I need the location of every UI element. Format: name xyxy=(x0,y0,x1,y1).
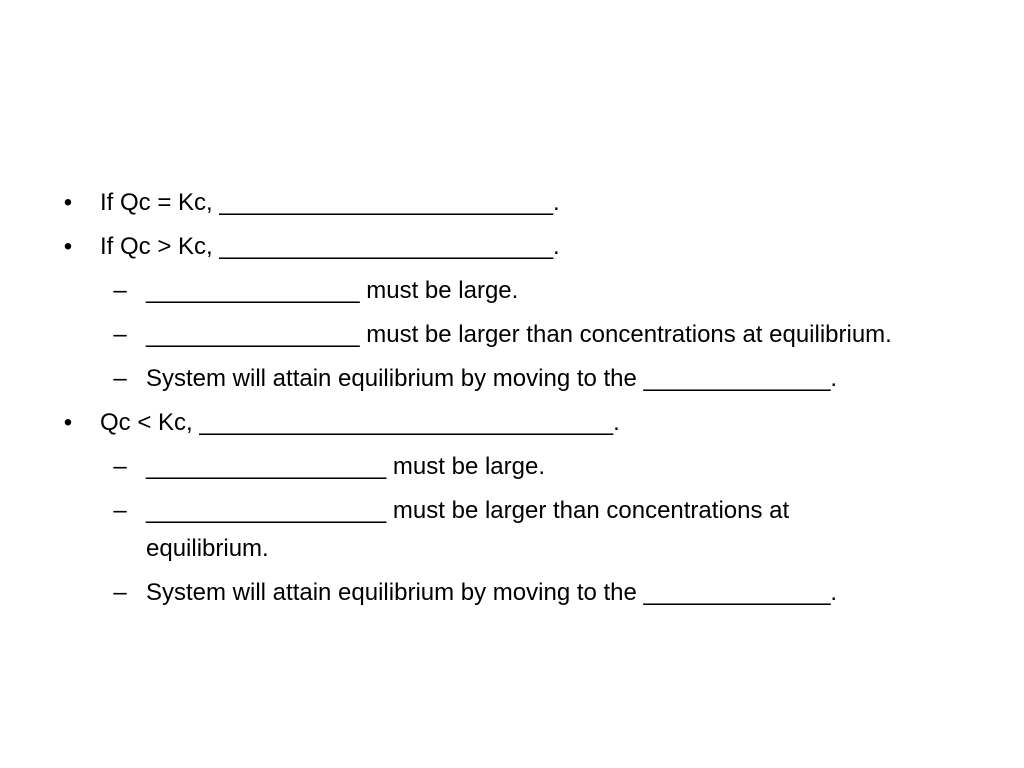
sub-bullet-item xyxy=(58,448,988,486)
dash-marker: – xyxy=(113,453,127,480)
bullet-marker: • xyxy=(63,189,73,216)
sub-bullet-text: System will attain equilibrium by moving to the ______________. xyxy=(146,579,838,606)
sub-bullet-text: ________________ must be larger than concentrations at equilibrium. xyxy=(146,321,892,348)
sub-bullet-item xyxy=(58,492,906,568)
sub-bullet-item xyxy=(58,272,988,310)
sub-bullet-item xyxy=(58,316,906,354)
sub-bullet-text: System will attain equilibrium by moving to the ______________. xyxy=(146,365,838,392)
bullet-text: If Qc > Kc, _________________________. xyxy=(100,233,560,260)
bullet-item-qc-greater-kc xyxy=(58,228,988,266)
sub-bullet-text: __________________ must be large. xyxy=(146,453,545,480)
sub-bullet-text: ________________ must be large. xyxy=(146,277,519,304)
sub-bullet-text: __________________ must be larger than concentrations at equilibrium. xyxy=(146,497,790,562)
bullet-item-qc-less-kc xyxy=(58,404,988,442)
bullet-text: Qc < Kc, _______________________________. xyxy=(100,409,620,436)
dash-marker: – xyxy=(113,321,127,348)
bullet-marker: • xyxy=(63,409,73,436)
dash-marker: – xyxy=(113,497,127,524)
dash-marker: – xyxy=(113,365,127,392)
dash-marker: – xyxy=(113,579,127,606)
bullet-marker: • xyxy=(63,233,73,260)
dash-marker: – xyxy=(113,277,127,304)
bullet-text: If Qc = Kc, _________________________. xyxy=(100,189,560,216)
bullet-item-qc-equals-kc xyxy=(58,184,988,222)
sub-bullet-item xyxy=(58,360,988,398)
sub-bullet-item xyxy=(58,574,988,612)
bullet-list xyxy=(58,184,988,618)
